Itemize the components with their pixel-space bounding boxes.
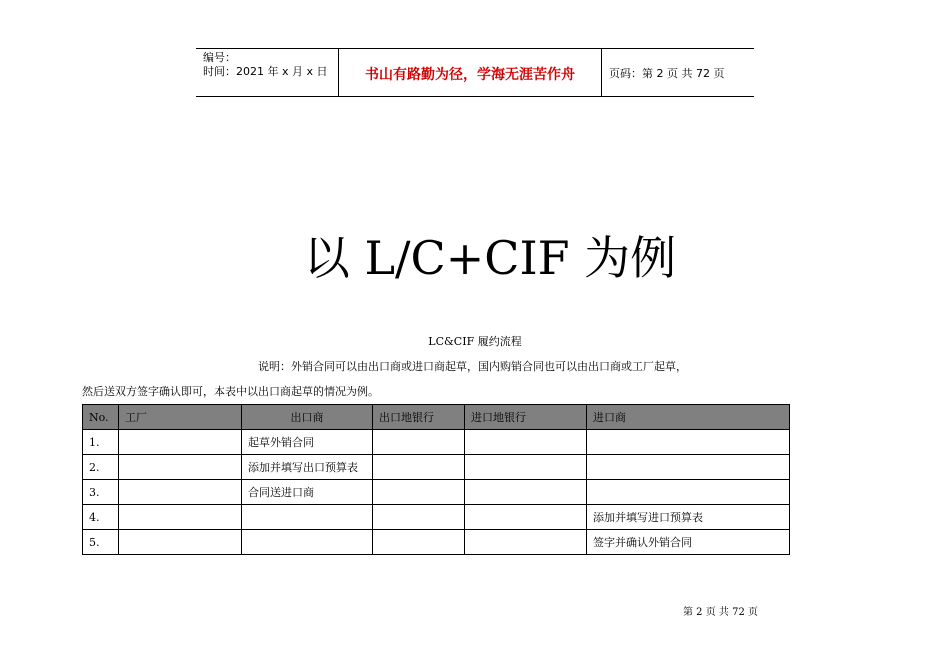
table-cell: 3.	[83, 480, 119, 505]
table-row	[83, 455, 790, 480]
table-cell	[587, 455, 790, 480]
header-divider	[338, 48, 339, 96]
table-cell	[242, 530, 373, 555]
table-cell: 2.	[83, 455, 119, 480]
header-motto: 书山有路勤为径，学海无涯苦作舟	[365, 67, 575, 83]
table-header-row	[83, 405, 790, 430]
table-cell	[465, 480, 587, 505]
table-cell	[373, 530, 465, 555]
header-top-rule	[196, 48, 754, 49]
table-cell	[119, 430, 242, 455]
header-divider	[601, 48, 602, 96]
table-cell: 5.	[83, 530, 119, 555]
table-cell	[119, 505, 242, 530]
header-page-code: 页码：第 2 页 共 72 页	[609, 67, 725, 80]
header-exporter: 出口商	[242, 405, 373, 430]
header-no: No.	[83, 405, 119, 430]
section-subtitle: LC&CIF 履约流程	[428, 335, 522, 348]
intro-line-1: 说明：外销合同可以由出口商或进口商起草，国内购销合同也可以由出口商或工厂起草，	[258, 360, 687, 373]
header-time-label: 时间：2021 年 x 月 x 日	[203, 65, 328, 78]
table-cell	[373, 505, 465, 530]
table-cell	[373, 455, 465, 480]
page-title: 以 L/C+CIF 为例	[303, 231, 677, 285]
table-cell: 4.	[83, 505, 119, 530]
header-importer: 进口商	[587, 405, 790, 430]
header-factory: 工厂	[119, 405, 242, 430]
table-cell: 添加并填写进口预算表	[587, 505, 790, 530]
table-cell: 签字并确认外销合同	[587, 530, 790, 555]
table-cell	[242, 505, 373, 530]
table-cell	[465, 530, 587, 555]
header-bottom-rule	[196, 96, 754, 97]
table-cell	[465, 455, 587, 480]
table-cell	[119, 530, 242, 555]
table-row	[83, 480, 790, 505]
table-cell	[465, 505, 587, 530]
header-export-bank: 出口地银行	[373, 405, 465, 430]
table-cell: 添加并填写出口预算表	[242, 455, 373, 480]
flow-table	[82, 404, 790, 555]
table-cell	[373, 480, 465, 505]
intro-line-2: 然后送双方签字确认即可，本表中以出口商起草的情况为例。	[82, 385, 379, 398]
table-row	[83, 505, 790, 530]
table-row	[83, 530, 790, 555]
table-cell	[587, 430, 790, 455]
table-row	[83, 430, 790, 455]
page-footer: 第 2 页 共 72 页	[683, 607, 758, 618]
header-number-label: 编号：	[203, 51, 236, 64]
table-cell	[119, 480, 242, 505]
table-cell	[465, 430, 587, 455]
table-cell	[587, 480, 790, 505]
table-cell: 1.	[83, 430, 119, 455]
header-import-bank: 进口地银行	[465, 405, 587, 430]
table-cell	[119, 455, 242, 480]
table-cell: 合同送进口商	[242, 480, 373, 505]
table-cell: 起草外销合同	[242, 430, 373, 455]
table-cell	[373, 430, 465, 455]
